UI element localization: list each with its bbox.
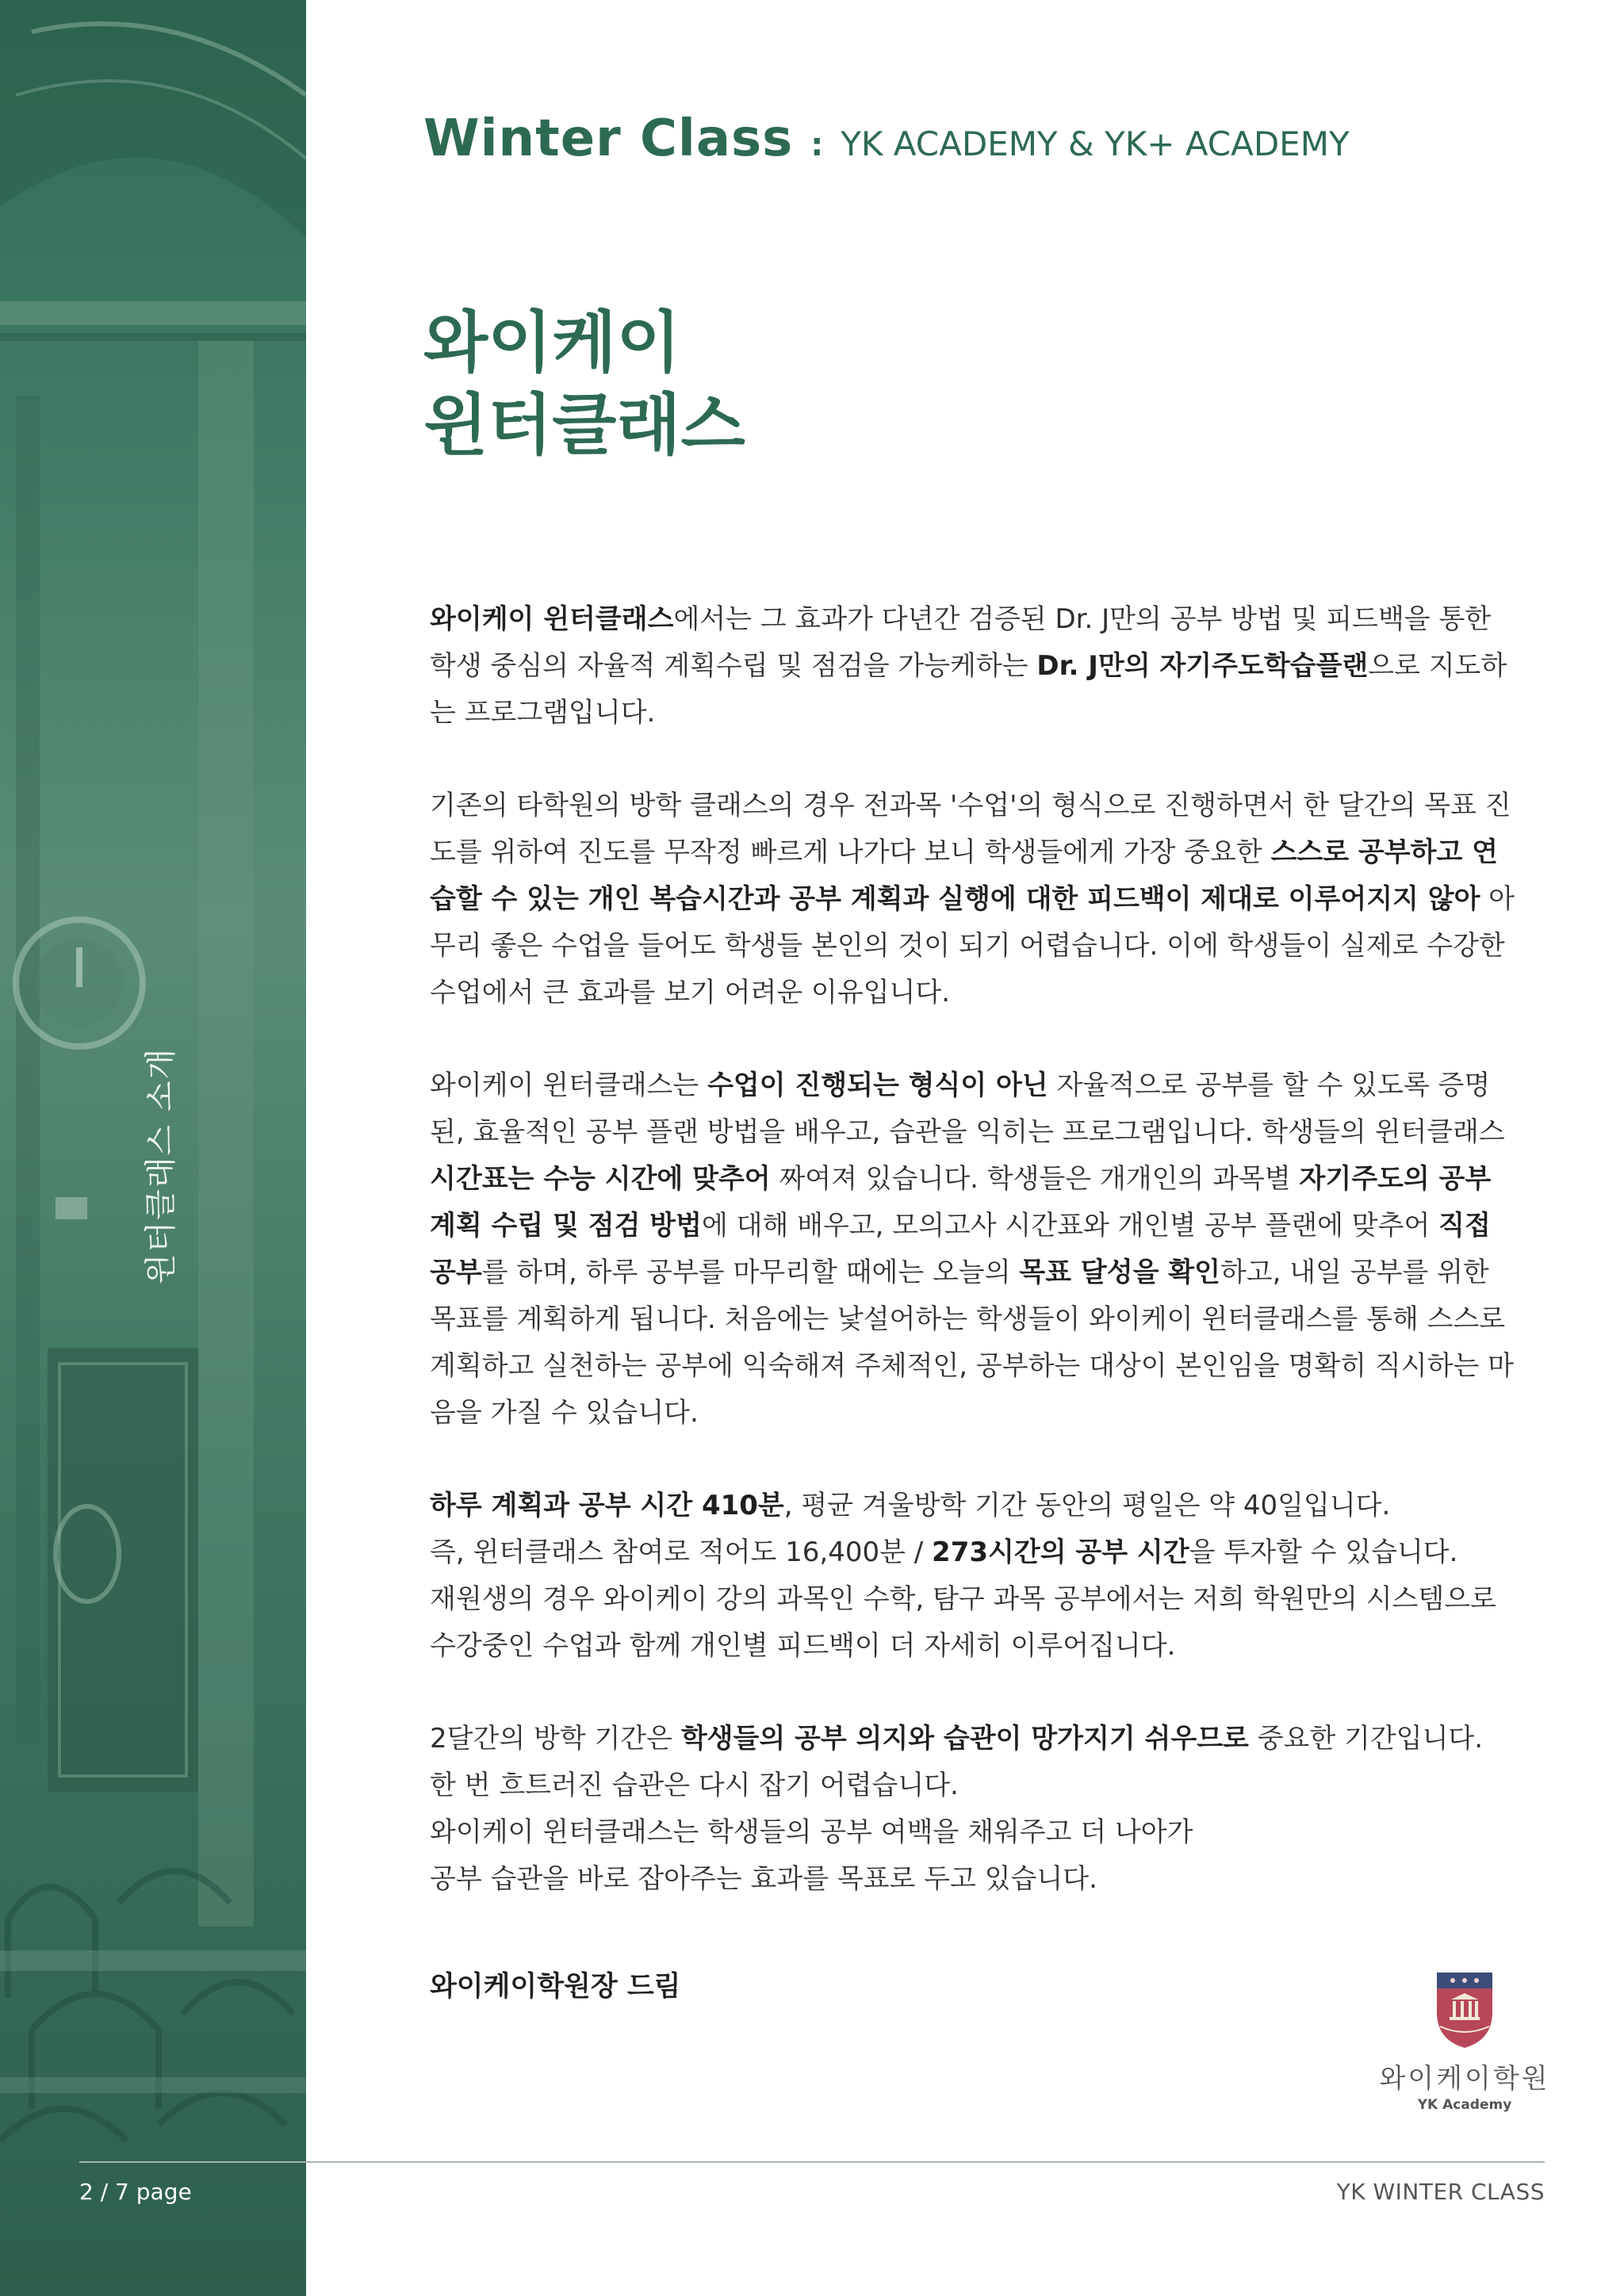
p3-text-5: 를 하며, 하루 공부를 마무리할 때에는 오늘의 (481, 1257, 1020, 1288)
academy-logo (1365, 1965, 1564, 2115)
p2-text-1: 기존의 타학원의 방학 클래스의 경우 전과목 '수업'의 형식으로 진행하면서 한 달간의 목표 진도를 위하여 진도를 무작정 빠르게 나가다 보니 학생들에게 가장 중요한 (430, 790, 1511, 868)
sidebar-vertical-label (135, 1031, 182, 1300)
p4-text-1: , 평균 겨울방학 기간 동안의 평일은 약 40일입니다. (783, 1490, 1391, 1521)
logo-korean: 와이케이학원 (1379, 2063, 1550, 2095)
p2-text-2: 아무리 좋은 수업을 들어도 학생들 본인의 것이 되기 어렵습니다. 이에 학생들이 실제로 수강한 수업에서 큰 효과를 보기 어려운 이유입니다. (430, 883, 1515, 1008)
sidebar-panel (0, 0, 306, 2296)
paragraph-3 (430, 1062, 1516, 1437)
p3-text-3: 짜여져 있습니다. 학생들은 개개인의 과목별 (770, 1163, 1300, 1195)
p1-text-1: 에서는 그 효과가 다년간 검증된 Dr. J만의 공부 방법 및 피드백을 통한 학생 중심의 자율적 계획수립 및 점검을 가능케하는 (430, 603, 1492, 682)
paragraph-5 (430, 1716, 1516, 1903)
header-subtitle: YK ACADEMY & YK+ ACADEMY (841, 124, 1350, 163)
header-title: Winter Class (423, 109, 794, 168)
footer-divider (79, 2161, 1545, 2163)
p1-bold-2: Dr. J만의 자기주도학습플랜 (1036, 650, 1369, 682)
p1-text-2: 으로 지도하는 프로그램입니다. (430, 650, 1507, 729)
p3-text-2: 자율적으로 공부를 할 수 있도록 증명된, 효율적인 공부 플랜 방법을 배우고, 습관을 익히는 프로그램입니다. 학생들의 윈터클래스 (430, 1070, 1505, 1148)
p5-bold-1: 학생들의 공부 의지와 습관이 망가지기 쉬우므로 (680, 1723, 1249, 1755)
main-title (423, 301, 745, 466)
page-header (423, 109, 1350, 168)
p3-bold-1: 수업이 진행되는 형식이 아닌 (707, 1070, 1048, 1101)
page-number: 2 / 7 page (79, 2179, 192, 2205)
sidebar-vertical-label-text: 윈터클래스 소개 (143, 1047, 180, 1284)
main-title-line2: 윈터클래스 (423, 386, 745, 464)
p3-bold-4: 직접 공부 (430, 1210, 1491, 1288)
p4-text-4: 재원생의 경우 와이케이 강의 과목인 수학, 탐구 과목 공부에서는 저희 학원만의 시스템으로 수강중인 수업과 함께 개인별 피드백이 더 자세히 이루어집니다. (430, 1583, 1496, 1662)
body-text (430, 596, 1516, 1949)
paragraph-2 (430, 783, 1516, 1016)
paragraph-1 (430, 596, 1516, 737)
p3-bold-3: 자기주도의 공부 계획 수립 및 점검 방법 (430, 1163, 1492, 1242)
p5-text-2: 중요한 기간입니다. 한 번 흐트러진 습관은 다시 잡기 어렵습니다. (430, 1723, 1484, 1801)
p2-bold-1: 스스로 공부하고 연습할 수 있는 개인 복습시간과 공부 계획과 실행에 대한 피드백이 제대로 이루어지지 않아 (430, 836, 1498, 915)
p4-bold-2: 273시간의 공부 시간 (932, 1536, 1189, 1568)
paragraph-4 (430, 1483, 1516, 1670)
signature: 와이케이학원장 드림 (430, 1971, 681, 2003)
p3-text-1: 와이케이 윈터클래스는 (430, 1070, 708, 1101)
header-colon: : (810, 127, 824, 163)
p5-text-4: 공부 습관을 바로 잡아주는 효과를 목표로 두고 있습니다. (430, 1863, 1097, 1895)
p3-text-6: 하고, 내일 공부를 위한 목표를 계획하게 됩니다. 처음에는 낯설어하는 학생들이 와이케이 윈터클래스를 통해 스스로 계획하고 실천하는 공부에 익숙해져 주체적인, 공부하는 대상이 본인임을 명확히 직시하는 마음을 가질 수 있습니다. (430, 1257, 1514, 1429)
p1-bold-1: 와이케이 윈터클래스 (430, 603, 674, 635)
main-title-line1: 와이케이 (423, 304, 681, 381)
footer-label: YK WINTER CLASS (1336, 2179, 1545, 2205)
p3-bold-2: 시간표는 수능 시간에 맞추어 (430, 1163, 771, 1195)
logo-english: YK Academy (1417, 2097, 1512, 2113)
p3-bold-5: 목표 달성을 확인 (1019, 1257, 1220, 1288)
crest-icon (1429, 1965, 1500, 2052)
p3-text-4: 에 대해 배우고, 모의고사 시간표와 개인별 공부 플랜에 맞추어 (701, 1210, 1439, 1242)
p5-text-1: 2달간의 방학 기간은 (430, 1723, 681, 1755)
p5-text-3: 와이케이 윈터클래스는 학생들의 공부 여백을 채워주고 더 나아가 (430, 1816, 1193, 1848)
p4-text-3: 을 투자할 수 있습니다. (1189, 1536, 1458, 1568)
p4-bold-1: 하루 계획과 공부 시간 410분 (430, 1490, 784, 1521)
p4-text-2: 즉, 윈터클래스 참여로 적어도 16,400분 / (430, 1536, 933, 1568)
